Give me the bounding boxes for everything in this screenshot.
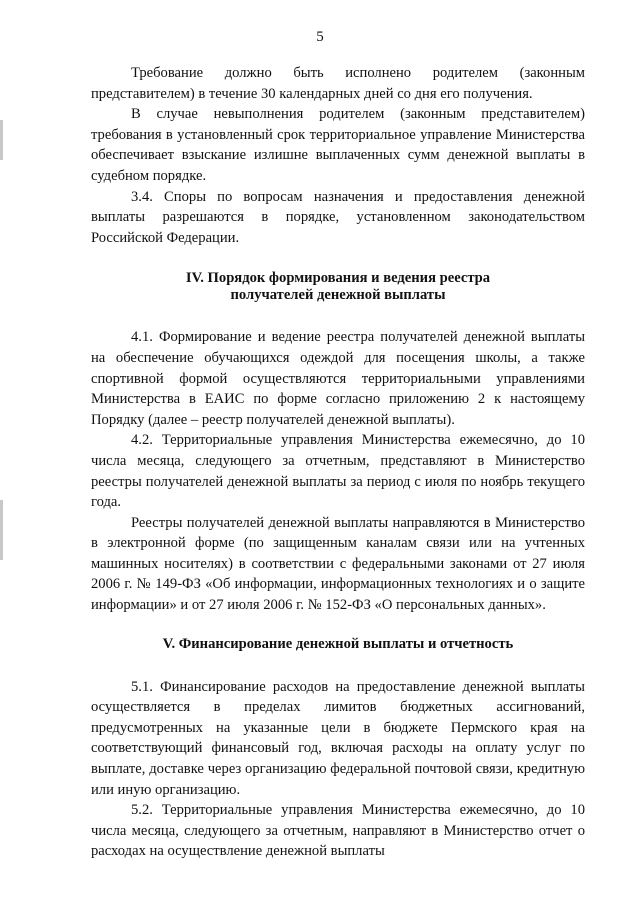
scan-edge-mark [0, 120, 3, 160]
paragraph-registry-transmission: Реестры получателей денежной выплаты направляются в Министерство в электронной форме (по защищенным каналам связи или на учтенных машинных носителях) в соответствии с федеральными законами от 27 июля 2006 г. № 149-ФЗ «Об информации, информационных технологиях и о защите информации» и от 27 июля 2006 г. № 152-ФЗ «О персональных данных». [91, 514, 585, 614]
paragraph-non-fulfillment: В случае невыполнения родителем (законным представителем) требования в установленный срок территориальное управление Министерства обеспечивает взыскание излишне выплаченных сумм денежной выплаты в судебном порядке. [91, 106, 585, 184]
scan-edge-mark [0, 500, 3, 560]
paragraph-3-4-disputes: 3.4. Споры по вопросам назначения и предоставления денежной выплаты разрешаются в порядке, установленном законодательством Российской Федерации. [91, 188, 585, 246]
page-number: 5 [316, 29, 324, 45]
section-heading-v [91, 636, 585, 653]
paragraph-requirement-deadline: Требование должно быть исполнено родителем (законным представителем) в течение 30 календарных дней со дня его получения. [91, 65, 585, 102]
section-heading-iv-line-1: IV. Порядок формирования и ведения реестра [185, 270, 491, 287]
paragraph-5-1-financing: 5.1. Финансирование расходов на предоставление денежной выплаты осуществляется в пределах лимитов бюджетных ассигнований, предусмотренных на указанные цели в бюджете Пермского края на соответствующий финансовый год, включая расходы на оплату услуг по выплате, доставке через организацию федеральной почтовой связи, кредитную или иную организацию. [91, 678, 585, 798]
paragraph-5-2-report: 5.2. Территориальные управления Министерства ежемесячно, до 10 числа месяца, следующего за отчетным, направляют в Министерство отчет о расходах на осуществление денежной выплаты [91, 802, 585, 860]
section-heading-iv [91, 270, 585, 304]
section-heading-iv-line-2: получателей денежной выплаты [230, 287, 446, 304]
paragraph-4-2-monthly-registry: 4.2. Территориальные управления Министерства ежемесячно, до 10 числа месяца, следующего за отчетным, представляют в Министерство реестры получателей денежной выплаты за период с июля по ноябрь текущего года. [91, 432, 585, 511]
document-body [91, 63, 585, 862]
paragraph-4-1-registry: 4.1. Формирование и ведение реестра получателей денежной выплаты на обеспечение обучающихся одеждой для посещения школы, а также спортивной формой осуществляются территориальными управлениями Министерства в ЕАИС по форме согласно приложению 2 к настоящему Порядку (далее – реестр получателей денежной выплаты). [91, 329, 585, 428]
section-heading-v-line-1: V. Финансирование денежной выплаты и отчетность [162, 635, 514, 652]
